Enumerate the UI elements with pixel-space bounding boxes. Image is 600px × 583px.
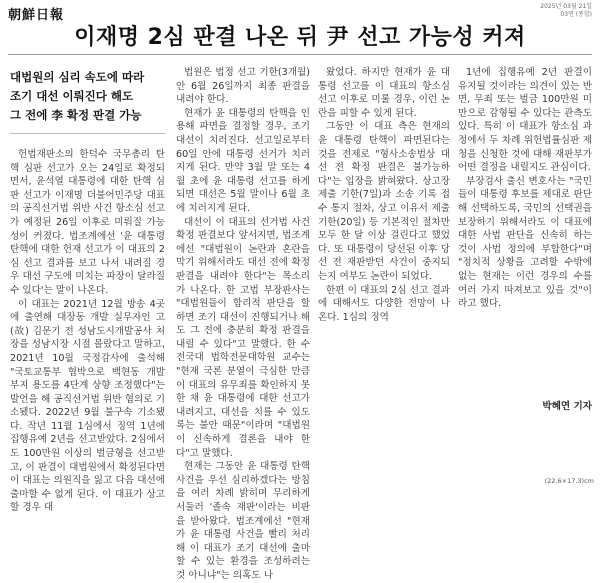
publication-date	[540, 3, 592, 19]
subhead-line: 대법원의 심리 속도에 따라	[10, 70, 145, 84]
article-headline: 이재명 2심 판결 나온 뒤 尹 선고 가능성 커져	[74, 25, 526, 50]
article-column-2	[176, 66, 310, 581]
clipping-size: (22.6×17.3)cm	[544, 477, 594, 485]
paragraph: 그동안 이 대표 측은 현재의 윤 대통령 탄핵이 파면된다는 것을 전제로 "형사소송법상 대선 전 확정 판결은 불가능하다"는 입장을 밝혀왔다. 상고장 제출 기한(7일)과 소송 기록 접수 통지 절차, 상고 이유서 제출 기한(20일) 등 기본적인 절차만 모두 한 달 이상 걸린다고 했었다. 또 대통령이 당선된 이후 당선 전 재판받던 사건이 중지되는지 여부도 논란이 되었다.	[318, 121, 450, 282]
paragraph: 헌법재판소의 한덕수 국무총리 탄핵 심판 선고가 오는 24일로 확정되면서, 윤석열 대통령에 대한 탄핵 심판 선고가 이재명 더불어민주당 대표의 공직선거법 위반 사건 항소심 선고가 예정된 26일 이후로 미뤄질 가능성이 커졌다. 법조계에선 '윤 대통령 탄핵에 대한 헌재 선고가 이 대표의 2심 선고 결과를 보고 나서 내려질 경우 대선 구도에 미치는 파장이 달라질 수 있다'는 말이 나온다.	[10, 149, 165, 296]
page-line: 03면 (종합)	[560, 11, 592, 18]
paragraph: 현재가 윤 대통령의 탄핵을 인용해 파면을 결정할 경우, 조기 대선이 치러진다. 선고일로부터 60일 안에 대통령 선거가 치러지게 된다. 만약 3월 말 또는 4월 초에 윤 대통령 선고를 하게 되면 대선은 5월 말이나 6월 초에 치러지게 된다.	[176, 107, 310, 214]
subhead-line: 그 전에 李 확정 판결 가능	[10, 108, 142, 122]
article-column-1	[10, 148, 165, 514]
date-line: 2025년 03월 21일	[540, 3, 592, 10]
paragraph: 법원은 법정 선고 기한(3개월) 안 6월 26일까지 최종 판결을 내려야 한다.	[176, 67, 310, 106]
paragraph: 1년에 집행유예 2년 판결이 유지될 것이라는 의견이 있는 반면, 무죄 또는 벌금 100만원 미만으로 감형될 수 있다는 관측도 있다. 특히 이 대표가 항소심 과정에서 두 차례 위헌법률심판 제청을 신청한 것에 대해 재판부가 어떤 결정을 내릴지도 관심이다.	[458, 67, 592, 174]
paragraph: 한편 이 대표의 2심 선고 결과에 대해서도 다양한 전망이 나온다. 1심의 징역	[318, 284, 450, 323]
article-column-3	[318, 66, 450, 464]
paragraph: 대선이 이 대표의 선거법 사건 확정 판결보다 앞서지면, 법조계에선 "대법원이 논란과 혼란을 막기 위해서라도 대선 전에 확정 판결을 내려야 한다"는 목소리가 나온다. 한 고법 부장판사는 "대법원들이 합리적 판단을 할 하면 조기 대선이 진행되거나 해도 그 전에 충분히 확정 판결을 내릴 수 있다"고 말했다. 한 수 전국대 법학전문대학원 교수는 "현재 국론 분열이 극심한 만큼 이 대표의 유무죄를 확인하지 못한 채 윤 대통령에 대한 선고가 내려지고, 대선을 치를 수 있도록는 불안 때문"이라며 "대법원이 신속하게 결론을 내야 한다"고 말했다.	[176, 216, 310, 459]
reporter-byline: 박혜연 기자	[542, 401, 592, 412]
paragraph: 현재는 그동안 윤 대통령 탄핵 사건을 우선 심리하겠다는 방침을 여러 차례 밝히며 무리하게 서둘러 '졸속 재판'이라는 비판을 받아왔다. 법조계에선 "현재가 윤 대통령 사건을 빨리 처리해 이 대표가 조기 대선에 출마할 수 있는 환경을 조성하려는 것 아니냐"는 의혹도 나	[176, 461, 310, 581]
subhead-divider	[10, 133, 165, 134]
subhead-line: 조기 대선 이뤄진다 해도	[10, 89, 134, 103]
newspaper-masthead: 朝鮮日報	[8, 8, 65, 23]
article-subhead	[10, 68, 165, 125]
paragraph: 부장검사 출신 변호사는 "국민들이 대통령 후보를 제대로 판단해 선택하도록, 국민의 선택권을 보장하기 위해서라도 이 대표에 대한 사법 판단을 신속히 하는 것이 사법 정의에 부합한다"며 "정치적 상황을 고려할 수밖에 없는 현재는 이런 경우의 수를 여러 가지 따져보고 있을 것"이라고 했다.	[458, 175, 592, 310]
headline-divider	[8, 54, 592, 55]
paragraph: 이 대표는 2021년 12월 방송 4곳에 출연해 대장동 개발 실무자인 고(故) 김문기 전 성남도시개발공사 처장을 성남시장 시절 몰랐다고 말하고, 2021년 10월 국정감사에 출석해 "국토교통부 협박으로 백현동 개발 부지 용도를 4단계 상향 조정했다"는 발언을 해 공직선거법 위반 혐의로 기소됐다. 2022년 9월 불구속 기소됐다. 작년 11월 1심에서 징역 1년에 집행유예 2년을 선고받았다. 2심에서도 100만원 이상의 벌금형을 선고받고, 이 판결이 대법원에서 확정된다면 이 대표는 의원직을 잃고 다음 대선에 출마할 수 없게 된다. 이 대표가 상고할 경우 대	[10, 298, 165, 514]
article-column-4	[458, 66, 592, 396]
paragraph: 왔었다. 하지만 현재가 윤 대통령 선고를 이 대표의 항소심 선고 이후로 미룰 경우, 이런 논란을 피할 수 있게 된다.	[318, 67, 450, 119]
